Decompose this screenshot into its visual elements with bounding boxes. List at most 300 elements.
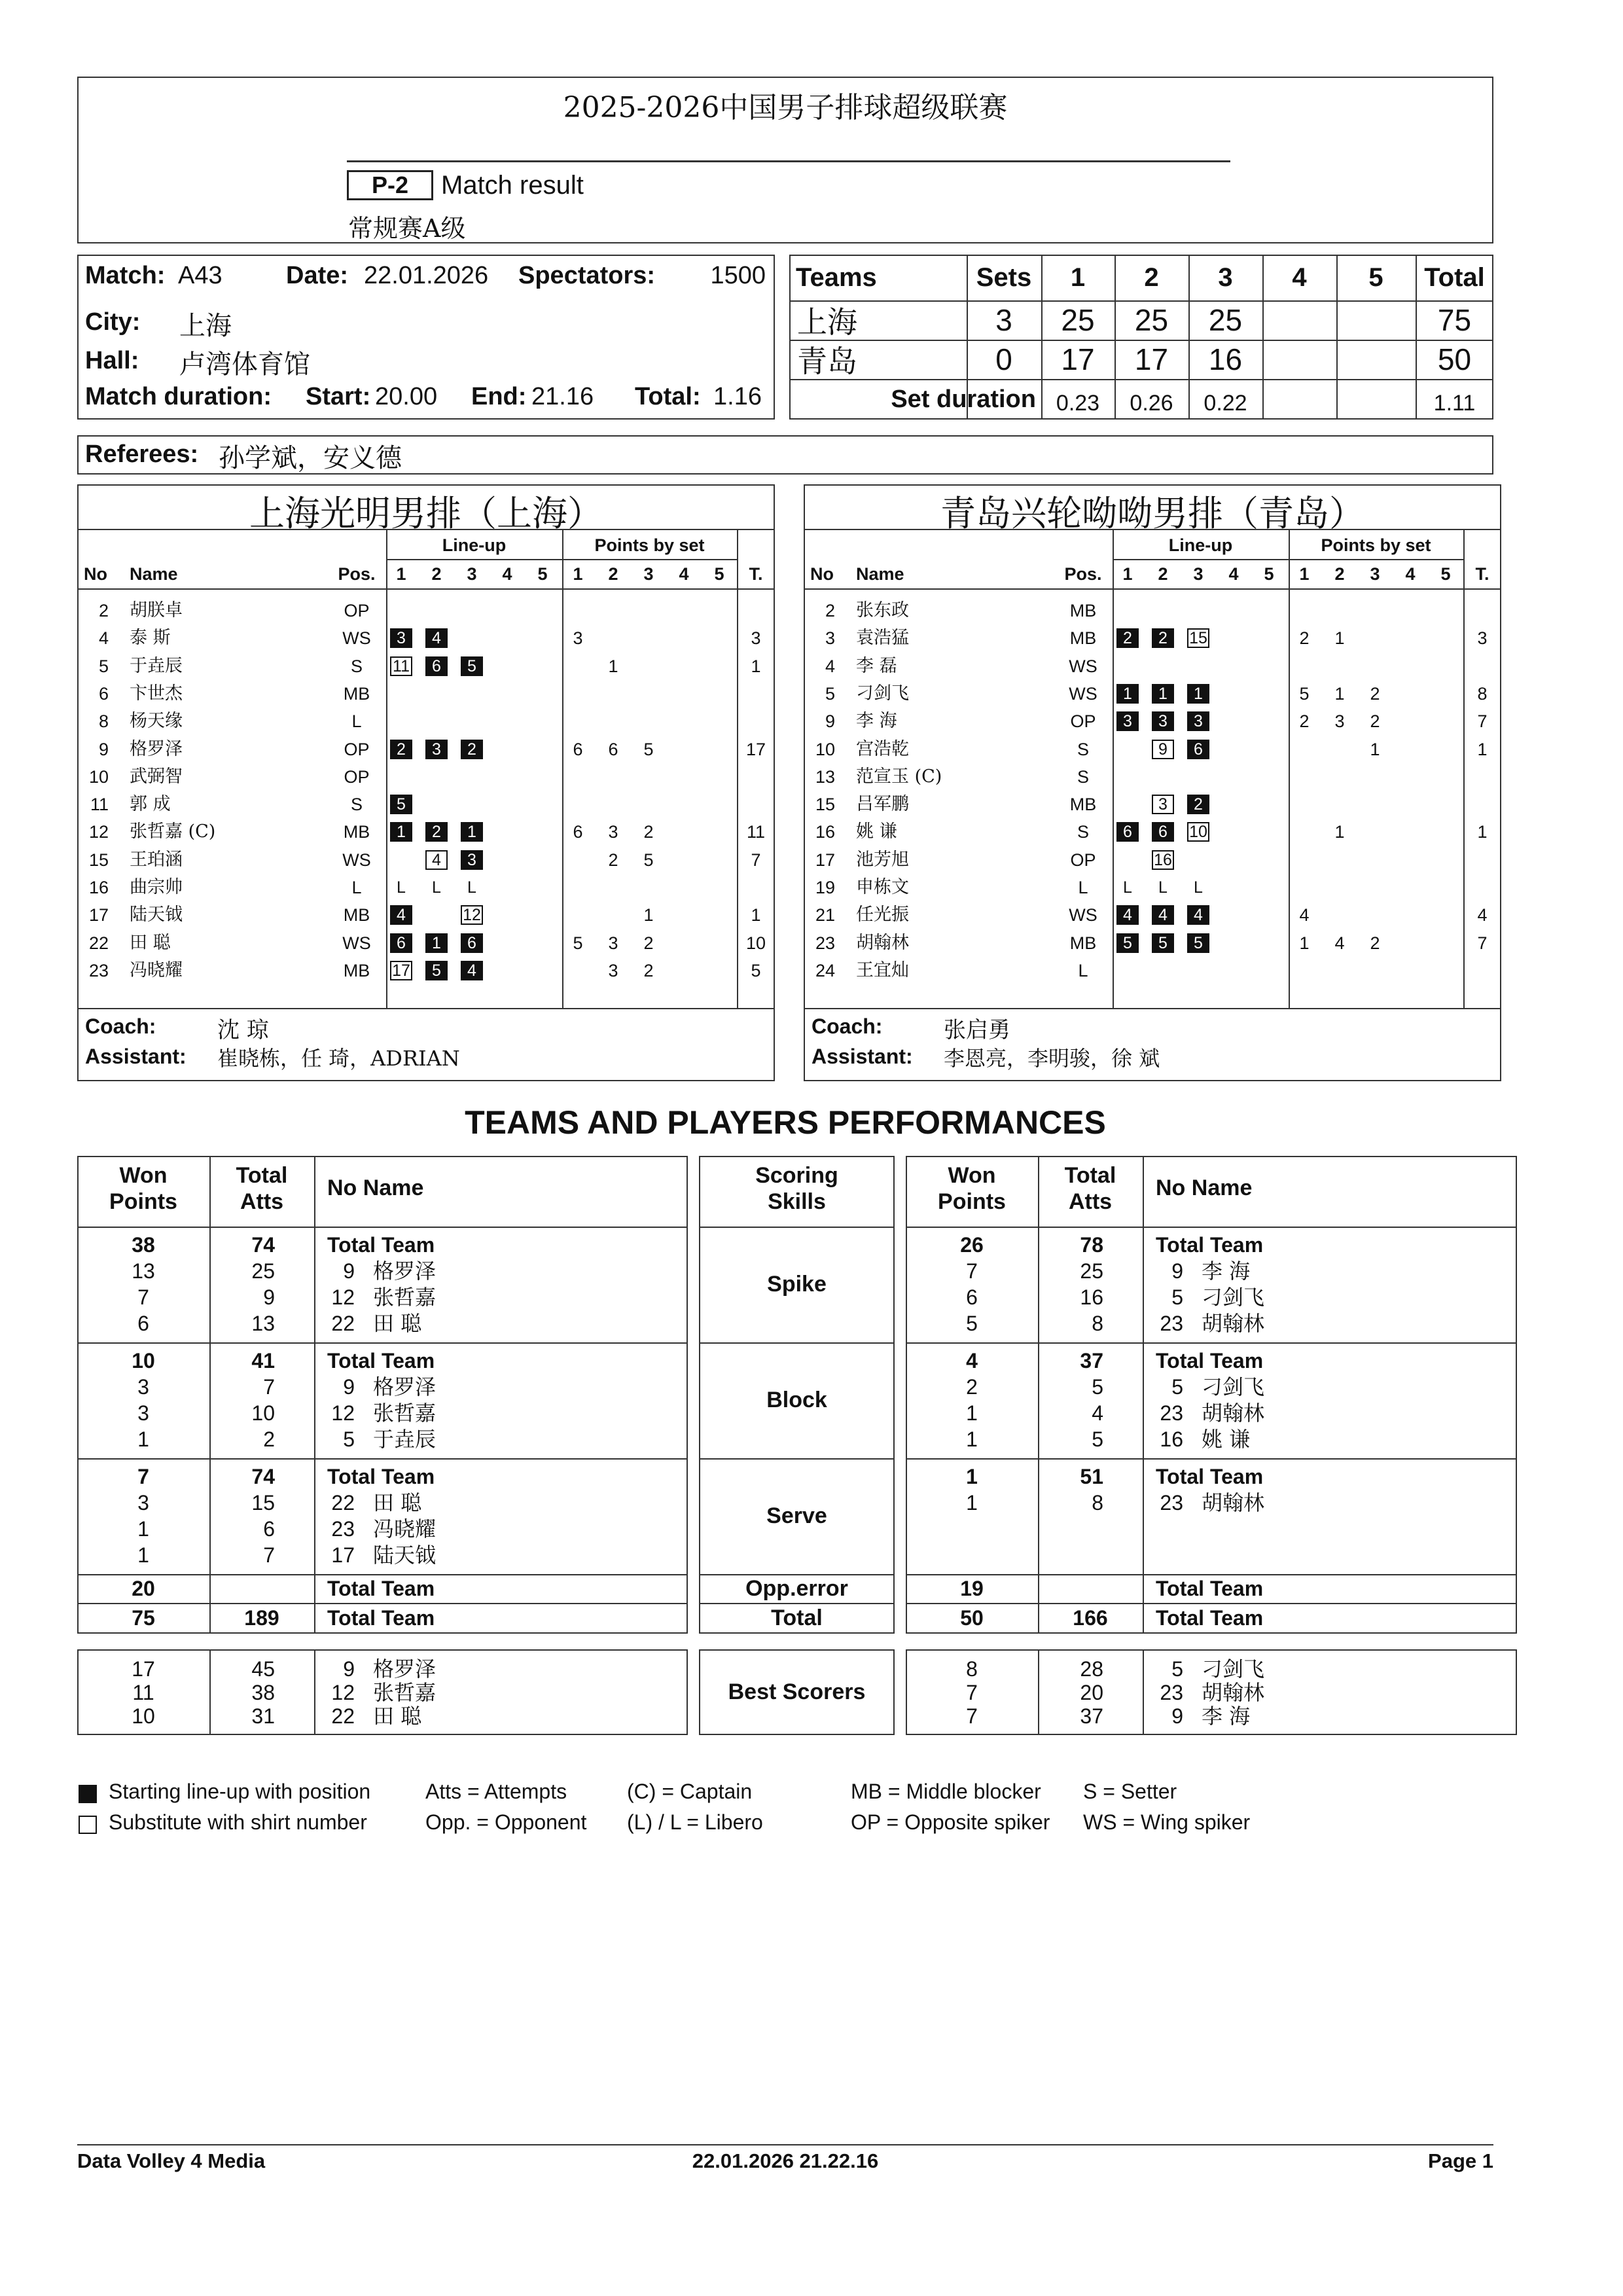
player-name: 李 磊: [856, 655, 897, 676]
player-total: 11: [746, 822, 766, 842]
set-duration: 0.26: [1130, 390, 1173, 416]
roster-line: [804, 588, 1501, 590]
won-points: 5: [966, 1312, 978, 1335]
substitute-number: 16: [1152, 850, 1174, 870]
starting-position: 2: [425, 822, 448, 842]
total-team-label: Total Team: [1156, 1233, 1264, 1257]
won-points-header: Won Points: [109, 1163, 177, 1214]
player-total: 7: [1477, 711, 1488, 732]
player-shirt: 9: [1171, 1259, 1183, 1283]
set-points: 2: [643, 933, 654, 953]
player-number: 24: [815, 960, 835, 980]
best-player-name: 田 聪: [373, 1704, 422, 1729]
league-title: 2025-2026中国男子排球超级联赛: [563, 91, 1008, 124]
total-atts: [209, 1574, 314, 1603]
player-name: 刁剑飞: [1202, 1285, 1265, 1310]
total-atts: 4: [1092, 1401, 1103, 1425]
set-points: 6: [573, 739, 583, 759]
set-points: 1: [1370, 739, 1380, 759]
points-set-no: 1: [573, 564, 583, 584]
starting-position: 1: [390, 822, 412, 842]
player-number: 17: [88, 905, 109, 925]
total-atts: 7: [263, 1375, 275, 1399]
perf-row-line: [77, 1342, 688, 1344]
total-atts: 6: [263, 1517, 275, 1541]
player-total: 1: [1477, 822, 1488, 842]
perf-row-line: [77, 1458, 688, 1460]
score-cell: 17: [1061, 342, 1095, 376]
player-number: 13: [815, 766, 835, 787]
player-position: S: [1077, 766, 1089, 787]
player-total: 3: [751, 628, 761, 649]
player-name: 泰 斯: [130, 628, 171, 649]
player-name: 卞世杰: [130, 683, 183, 704]
player-position: MB: [343, 683, 370, 704]
player-position: WS: [1069, 905, 1097, 925]
player-number: 15: [815, 795, 835, 815]
player-position: S: [350, 656, 363, 676]
won-points: 3: [137, 1401, 149, 1425]
won-points: 6: [966, 1285, 978, 1309]
player-position: S: [350, 795, 363, 815]
legend-opp: Opp. = Opponent: [425, 1810, 587, 1834]
player-total: 1: [751, 905, 761, 925]
player-name: 格罗泽: [130, 738, 183, 759]
best-won-points: 11: [132, 1681, 154, 1704]
set-points: 2: [1370, 683, 1380, 704]
hall-value: 卢湾体育馆: [179, 350, 310, 380]
roster-line: [77, 1008, 775, 1009]
player-total: 1: [751, 656, 761, 676]
set-points: 2: [608, 850, 618, 870]
perf-row-line: [77, 1227, 688, 1228]
legend-ws: WS = Wing spiker: [1083, 1810, 1251, 1834]
performances-title: TEAMS AND PLAYERS PERFORMANCES: [465, 1104, 1106, 1141]
total-atts: 16: [1080, 1285, 1103, 1309]
player-shirt: 23: [331, 1517, 355, 1541]
col-name: Name: [856, 564, 904, 584]
player-total: 8: [1477, 683, 1488, 704]
player-name: 于垚辰: [373, 1427, 437, 1452]
lineup-set-no: 4: [1228, 564, 1239, 584]
player-name: 袁浩猛: [856, 628, 909, 649]
player-name: 胡朕卓: [130, 600, 183, 620]
player-name: 于垚辰: [130, 655, 183, 676]
player-position: OP: [1070, 711, 1096, 732]
player-number: 16: [88, 878, 109, 897]
opp-skill-label: Opp.error: [745, 1575, 848, 1601]
won-points: 7: [137, 1285, 149, 1309]
lineup-set-no: 5: [1264, 564, 1274, 584]
won-points: 50: [960, 1606, 984, 1630]
points-set-no: 4: [679, 564, 689, 584]
roster-line: [1289, 529, 1290, 1008]
player-position: OP: [344, 766, 370, 787]
player-name: 池芳旭: [856, 849, 909, 870]
won-points: 2: [966, 1375, 978, 1399]
score-header: 4: [1292, 262, 1307, 292]
set-points: 2: [643, 960, 654, 980]
roster-line: [804, 1008, 1501, 1009]
set-points: 1: [1334, 628, 1345, 649]
legend-s: S = Setter: [1083, 1780, 1177, 1803]
player-shirt: 9: [343, 1259, 355, 1283]
set-points: 4: [1334, 933, 1345, 953]
set-points: 5: [643, 850, 654, 870]
end-value: 21.16: [531, 383, 594, 410]
starting-position: 6: [1116, 822, 1139, 842]
set-duration: [1262, 383, 1336, 423]
lineup-set-no: 1: [1122, 564, 1133, 584]
points-header: Points by set: [1321, 535, 1431, 555]
player-number: 15: [88, 850, 109, 870]
assistant-names: 崔晓栋，任 琦，ADRIAN: [217, 1046, 460, 1071]
starting-position: 1: [1187, 684, 1209, 704]
perf-col-line: [314, 1649, 315, 1735]
total-team-label: Total Team: [1156, 1465, 1264, 1488]
points-set-no: 4: [1405, 564, 1416, 584]
score-cell: [1336, 300, 1416, 340]
player-position: WS: [342, 850, 371, 870]
player-position: OP: [1070, 850, 1096, 870]
player-shirt: 9: [343, 1375, 355, 1399]
substitute-number: 9: [1152, 740, 1174, 759]
player-name: 申栋文: [856, 877, 909, 897]
lineup-header: Line-up: [1168, 535, 1233, 555]
player-total: 3: [1477, 628, 1488, 649]
player-number: 22: [88, 933, 109, 953]
libero-marker: L: [1194, 878, 1203, 897]
best-player-shirt: 12: [331, 1681, 355, 1704]
doc-title: Match result: [441, 171, 584, 200]
starting-position: 4: [1152, 905, 1174, 925]
player-name: 姚 谦: [856, 821, 897, 842]
player-number: 9: [825, 711, 835, 732]
score-cell: 75: [1437, 303, 1472, 337]
col-total: T.: [749, 564, 763, 584]
player-shirt: 22: [331, 1491, 355, 1515]
player-name: 张哲嘉: [373, 1401, 437, 1426]
starting-position: 6: [1152, 822, 1174, 842]
player-number: 8: [98, 711, 109, 732]
lineup-set-no: 3: [467, 564, 477, 584]
starting-position: 5: [1187, 933, 1209, 953]
total-atts: 5: [1092, 1375, 1103, 1399]
player-name: 刁剑飞: [1202, 1374, 1265, 1399]
total-team-label: Total Team: [327, 1233, 435, 1257]
lineup-set-no: 3: [1193, 564, 1204, 584]
total-atts: 13: [251, 1312, 275, 1335]
team-name: 青岛: [797, 344, 857, 379]
player-number: 11: [90, 795, 109, 815]
footer-rule: [77, 2144, 1493, 2145]
lineup-set-no: 5: [537, 564, 548, 584]
player-number: 10: [88, 766, 109, 787]
points-set-no: 1: [1299, 564, 1310, 584]
player-shirt: 17: [331, 1543, 355, 1567]
player-number: 16: [815, 822, 835, 842]
start-label: Start:: [306, 383, 371, 410]
player-position: MB: [343, 822, 370, 842]
player-number: 2: [825, 601, 835, 620]
won-points: 26: [960, 1233, 984, 1257]
referees-label: Referees:: [85, 440, 199, 468]
points-set-no: 3: [643, 564, 654, 584]
won-points: 4: [966, 1349, 978, 1372]
score-cell: 50: [1437, 342, 1472, 376]
player-number: 5: [98, 656, 109, 676]
referees-value: 孙学斌，安义德: [219, 443, 402, 473]
total-team-label: Total Team: [327, 1606, 435, 1630]
player-name: 冯晓耀: [130, 960, 183, 980]
score-cell: [1262, 300, 1336, 340]
lineup-set-no: 2: [431, 564, 442, 584]
total-atts: 5: [1092, 1427, 1103, 1451]
best-total-atts: 28: [1080, 1657, 1103, 1681]
total-atts: 166: [1073, 1606, 1108, 1630]
won-points: 3: [137, 1375, 149, 1399]
player-name: 张哲嘉 (C): [130, 821, 216, 842]
col-no: No: [84, 564, 107, 584]
perf-row-line: [906, 1342, 1517, 1344]
spectators-value: 1500: [710, 262, 766, 289]
player-shirt: 22: [331, 1312, 355, 1335]
score-cell: 25: [1208, 303, 1243, 337]
roster-line: [804, 529, 1501, 530]
player-position: L: [1078, 878, 1088, 897]
substitute-number: 3: [1152, 795, 1174, 814]
starting-position: 5: [1152, 933, 1174, 953]
set-points: 4: [1299, 905, 1310, 925]
player-number: 17: [815, 850, 835, 870]
roster-line: [77, 588, 775, 590]
points-set-no: 3: [1370, 564, 1380, 584]
legend-mb: MB = Middle blocker: [851, 1780, 1041, 1803]
total-atts: 9: [263, 1285, 275, 1309]
perf-row-line: [906, 1458, 1517, 1460]
player-name: 王珀涵: [130, 849, 183, 870]
roster-line: [386, 529, 387, 1008]
set-points: 1: [1299, 933, 1310, 953]
won-points: 1: [966, 1491, 978, 1515]
substitute-number: 12: [461, 905, 483, 925]
won-points: 1: [137, 1543, 149, 1567]
substitute-number: 10: [1187, 822, 1209, 842]
player-position: WS: [1069, 656, 1097, 676]
starting-position: 1: [461, 822, 483, 842]
player-number: 9: [98, 739, 109, 759]
date-label: Date:: [286, 262, 349, 289]
best-total-atts: 20: [1080, 1681, 1103, 1704]
libero-marker: L: [1123, 878, 1132, 897]
player-name: 田 聪: [130, 932, 171, 953]
points-header: Points by set: [594, 535, 705, 555]
total-atts: 74: [251, 1233, 275, 1257]
points-set-no: 2: [1334, 564, 1345, 584]
score-header: Sets: [976, 262, 1032, 292]
roster-line: [386, 559, 737, 560]
won-points: 6: [137, 1312, 149, 1335]
player-number: 10: [815, 739, 835, 759]
won-points: 1: [966, 1427, 978, 1451]
skill-label: Spike: [767, 1272, 827, 1297]
best-player-name: 刁剑飞: [1202, 1657, 1265, 1681]
player-number: 4: [825, 656, 835, 676]
player-position: MB: [343, 960, 370, 980]
starting-position: 5: [461, 656, 483, 676]
total-atts: 25: [251, 1259, 275, 1283]
won-points: 19: [960, 1576, 984, 1600]
total-atts: 10: [251, 1401, 275, 1425]
roster-line: [77, 529, 775, 530]
starting-position: 2: [390, 740, 412, 759]
player-name: 胡翰林: [856, 932, 909, 953]
player-position: MB: [343, 905, 370, 925]
won-points: 7: [137, 1465, 149, 1488]
player-number: 19: [815, 878, 835, 897]
player-name: 胡翰林: [1202, 1401, 1265, 1426]
starting-position: 4: [461, 961, 483, 980]
total-atts-header: Total Atts: [236, 1163, 288, 1214]
player-number: 4: [98, 628, 109, 649]
set-points: 3: [573, 628, 583, 649]
skill-label: Serve: [766, 1503, 827, 1528]
won-points: 20: [132, 1576, 155, 1600]
player-name: 张东政: [856, 600, 909, 620]
player-name: 格罗泽: [373, 1259, 437, 1283]
score-cell: 3: [995, 303, 1012, 337]
set-points: 2: [1299, 711, 1310, 732]
score-header: 3: [1218, 262, 1233, 292]
total-atts: 74: [251, 1465, 275, 1488]
score-header: 1: [1070, 262, 1086, 292]
match-number: A43: [178, 262, 223, 289]
best-player-name: 胡翰林: [1202, 1680, 1265, 1705]
player-name: 刁剑飞: [856, 683, 909, 704]
player-name: 陆天钺: [130, 905, 183, 925]
player-shirt: 12: [331, 1401, 355, 1425]
set-points: 3: [608, 822, 618, 842]
player-number: 6: [98, 683, 109, 704]
score-header: 2: [1144, 262, 1159, 292]
col-name: Name: [130, 564, 178, 584]
substitute-square-icon: [79, 1816, 97, 1834]
player-total: 4: [1477, 905, 1488, 925]
duration-label: Match duration:: [85, 383, 272, 410]
player-position: MB: [1069, 933, 1097, 953]
total-atts: 15: [251, 1491, 275, 1515]
player-name: 李 海: [856, 711, 897, 732]
starting-position: 2: [1116, 628, 1139, 648]
set-points: 5: [643, 739, 654, 759]
player-position: WS: [1069, 683, 1097, 704]
player-name: 王宜灿: [856, 960, 909, 980]
won-points: 10: [132, 1349, 155, 1372]
starting-position: 6: [425, 656, 448, 676]
total-skill-label: Total: [771, 1605, 823, 1630]
won-points-header: Won Points: [938, 1163, 1006, 1214]
starting-position: 5: [425, 961, 448, 980]
coach-name: 张启勇: [944, 1017, 1010, 1043]
starting-position: 6: [1187, 740, 1209, 759]
set-points: 1: [1334, 683, 1345, 704]
player-name: 李 海: [1202, 1259, 1251, 1283]
city-value: 上海: [179, 311, 232, 341]
player-name: 陆天钺: [373, 1543, 437, 1568]
starting-position: 4: [425, 628, 448, 648]
total-atts: 8: [1092, 1491, 1103, 1515]
set-points: 2: [643, 822, 654, 842]
player-shirt: 5: [343, 1427, 355, 1451]
doc-code: P-2: [347, 170, 433, 200]
team-title: 青岛兴轮呦呦男排（青岛）: [940, 493, 1364, 534]
starting-square-icon: [79, 1785, 97, 1803]
player-name: 格罗泽: [373, 1374, 437, 1399]
total-atts: [1038, 1574, 1143, 1603]
player-shirt: 23: [1160, 1312, 1183, 1335]
player-name: 武弼智: [130, 766, 183, 787]
score-header: Teams: [796, 262, 877, 292]
lineup-header: Line-up: [442, 535, 507, 555]
legend-libero: (L) / L = Libero: [627, 1810, 763, 1834]
starting-position: 3: [461, 850, 483, 870]
best-player-name: 李 海: [1202, 1704, 1251, 1729]
player-total: 5: [751, 960, 761, 980]
col-total: T.: [1475, 564, 1489, 584]
player-name: 范宣玉 (C): [856, 766, 942, 787]
scoring-skills-header: Scoring Skills: [755, 1163, 838, 1214]
starting-position: 3: [1152, 711, 1174, 731]
score-cell: [1262, 340, 1336, 379]
starting-position: 1: [425, 933, 448, 953]
set-duration: 0.22: [1204, 390, 1247, 416]
player-number: 12: [88, 822, 109, 842]
legend-captain: (C) = Captain: [627, 1780, 753, 1803]
footer-page: Page 1: [1428, 2149, 1493, 2172]
player-number: 3: [825, 628, 835, 649]
player-name: 杨天缘: [130, 711, 183, 732]
city-label: City:: [85, 308, 141, 336]
won-points: 13: [132, 1259, 155, 1283]
score-cell: 25: [1061, 303, 1095, 337]
roster-line: [1113, 559, 1463, 560]
lineup-set-no: 4: [502, 564, 512, 584]
libero-marker: L: [467, 878, 476, 897]
score-cell: 16: [1208, 342, 1243, 376]
player-number: 5: [825, 683, 835, 704]
score-header: Total: [1424, 262, 1485, 292]
best-scorers-label: Best Scorers: [728, 1679, 866, 1704]
player-name: 张哲嘉: [373, 1285, 437, 1310]
team-name: 上海: [797, 304, 857, 340]
player-name: 胡翰林: [1202, 1311, 1265, 1336]
player-number: 2: [98, 601, 109, 620]
starting-position: 2: [1187, 795, 1209, 814]
set-points: 3: [608, 960, 618, 980]
player-total: 10: [745, 933, 766, 953]
player-total: 7: [751, 850, 761, 870]
match-label: Match:: [85, 262, 166, 289]
best-player-name: 张哲嘉: [373, 1680, 437, 1705]
won-points: 1: [137, 1517, 149, 1541]
won-points: 1: [966, 1401, 978, 1425]
won-points: 1: [137, 1427, 149, 1451]
coach-name: 沈 琼: [217, 1017, 269, 1043]
set-duration: [1336, 383, 1416, 423]
player-position: MB: [1069, 601, 1097, 620]
player-name: 任光振: [856, 905, 909, 925]
player-position: L: [351, 878, 362, 897]
